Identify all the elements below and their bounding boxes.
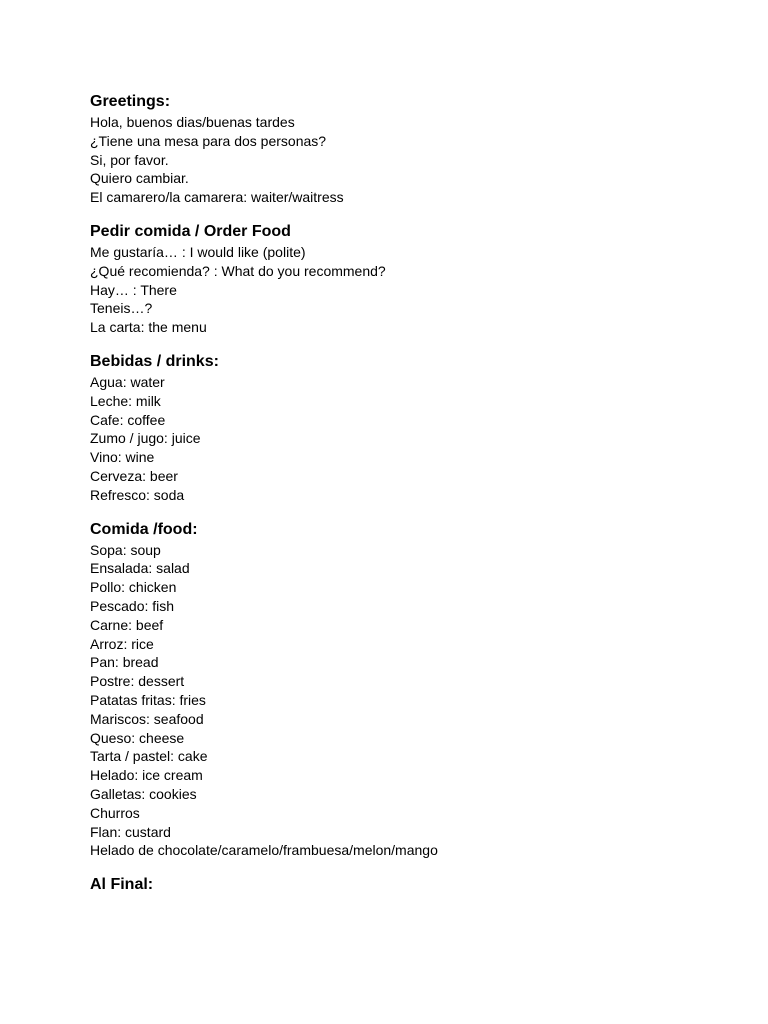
section-food: [90, 519, 730, 861]
section-greetings: [90, 91, 730, 207]
vocab-list: [90, 373, 730, 505]
document-page: [90, 91, 730, 910]
vocab-line: Refresco: soda: [90, 486, 185, 503]
phrase-line: Teneis…?: [90, 300, 153, 317]
vocab-line: Leche: milk: [90, 392, 161, 409]
vocab-line: Mariscos: seafood: [90, 710, 204, 727]
vocab-line: Pollo: chicken: [90, 579, 177, 596]
section-heading: Greetings:: [90, 93, 171, 110]
vocab-line: Cafe: coffee: [90, 411, 166, 428]
phrase-line: Si, por favor.: [90, 151, 169, 168]
vocab-line: Sopa: soup: [90, 541, 161, 558]
vocab-line: Pescado: fish: [90, 597, 175, 614]
vocab-list: [90, 541, 730, 861]
phrase-list: [90, 243, 730, 337]
vocab-line: Pan: bread: [90, 654, 159, 671]
vocab-line: Churros: [90, 804, 140, 821]
phrase-line: Me gustaría… : I would like (polite): [90, 243, 306, 260]
vocab-line: Tarta / pastel: cake: [90, 748, 208, 765]
section-order-food: [90, 221, 730, 337]
section-heading: Comida /food:: [90, 520, 198, 538]
vocab-line: Postre: dessert: [90, 673, 185, 690]
section-al-final: [90, 874, 730, 896]
vocab-line: Cerveza: beer: [90, 467, 178, 484]
vocab-line: Vino: wine: [90, 449, 155, 466]
vocab-line: Ensalada: salad: [90, 560, 190, 577]
phrase-line: ¿Tiene una mesa para dos personas?: [90, 132, 327, 149]
vocab-line: Carne: beef: [90, 616, 164, 633]
vocab-line: Agua: water: [90, 373, 165, 390]
phrase-line: Quiero cambiar.: [90, 170, 189, 187]
section-heading: Al Final:: [90, 876, 154, 894]
section-drinks: [90, 351, 730, 505]
section-heading: Bebidas / drinks:: [90, 352, 219, 370]
vocab-line: Queso: cheese: [90, 729, 185, 746]
vocab-line: Zumo / jugo: juice: [90, 430, 201, 447]
phrase-list: [90, 113, 730, 207]
phrase-line: La carta: the menu: [90, 319, 207, 336]
section-heading: Pedir comida / Order Food: [90, 222, 291, 240]
phrase-line: ¿Qué recomienda? : What do you recommend?: [90, 262, 386, 279]
vocab-line: Helado de chocolate/caramelo/frambuesa/melon/mango: [90, 842, 438, 859]
phrase-line: Hola, buenos dias/buenas tardes: [90, 114, 295, 130]
phrase-line: Hay… : There: [90, 281, 177, 298]
phrase-line: El camarero/la camarera: waiter/waitress: [90, 189, 344, 206]
vocab-line: Flan: custard: [90, 823, 171, 840]
vocab-line: Helado: ice cream: [90, 767, 203, 784]
vocab-line: Galletas: cookies: [90, 785, 197, 802]
vocab-line: Arroz: rice: [90, 635, 154, 652]
vocab-line: Patatas fritas: fries: [90, 691, 206, 708]
